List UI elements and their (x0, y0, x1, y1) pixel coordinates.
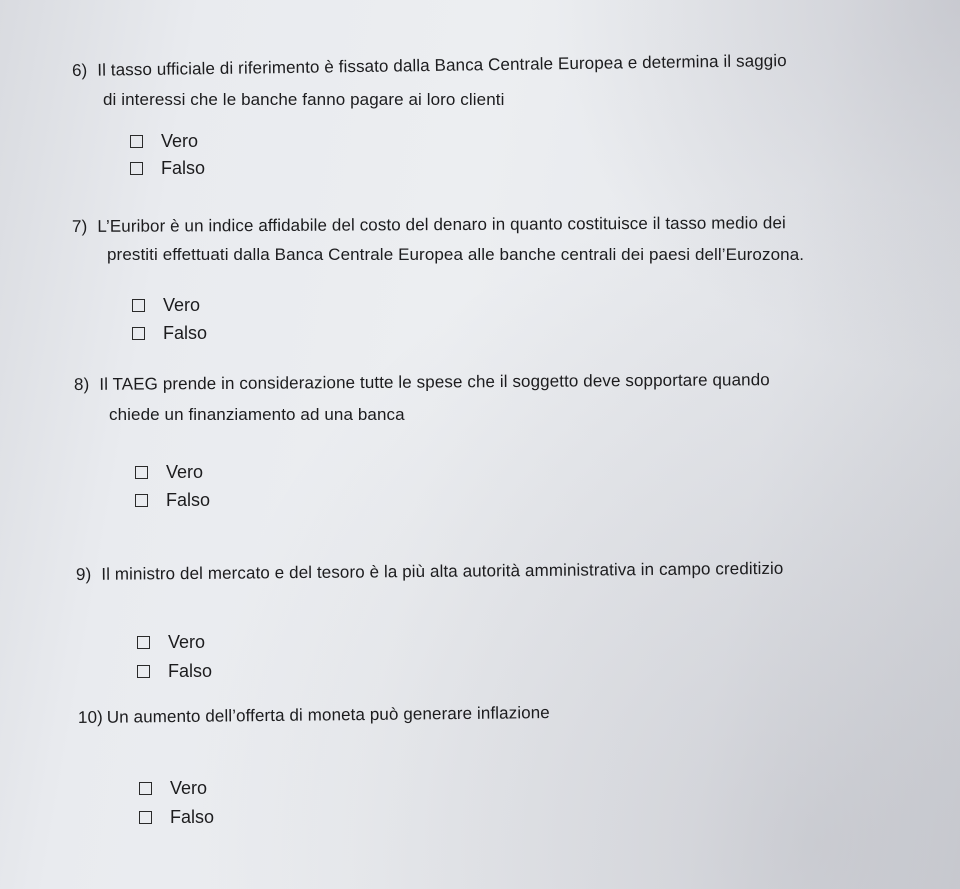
option-vero-8[interactable] (135, 461, 203, 483)
question-6 (71, 51, 787, 112)
question-7 (72, 214, 804, 267)
question-6-line-2 (72, 87, 787, 112)
question-8-line-1 (74, 367, 770, 397)
option-label: Falso (170, 806, 215, 827)
checkbox[interactable] (137, 665, 150, 678)
option-vero-10[interactable] (139, 777, 207, 799)
checkbox[interactable] (130, 162, 143, 175)
question-number: 6) (71, 60, 88, 80)
option-vero-7[interactable] (132, 294, 200, 316)
question-text: Un aumento dell’offerta di moneta può generare inflazione (106, 703, 550, 727)
checkbox[interactable] (132, 327, 145, 340)
question-7-line-2 (72, 242, 804, 267)
checkbox[interactable] (139, 782, 152, 795)
option-falso-10[interactable] (139, 806, 214, 828)
question-text: Il tasso ufficiale di riferimento è fissato dalla Banca Centrale Europea e determina il saggio (97, 51, 787, 80)
question-6-line-1 (72, 48, 787, 83)
checkbox[interactable] (135, 494, 148, 507)
option-falso-6[interactable] (130, 157, 205, 179)
option-label: Falso (161, 157, 206, 178)
option-falso-9[interactable] (137, 660, 212, 682)
option-label: Vero (170, 777, 208, 798)
option-falso-8[interactable] (135, 489, 210, 511)
question-text: prestiti effettuati dalla Banca Centrale Europea alle banche centrali dei paesi dell’Eurozona. (107, 245, 805, 264)
question-text: L’Euribor è un indice affidabile del costo del denaro in quanto costituisce il tasso medio dei (97, 213, 786, 236)
checkbox[interactable] (132, 299, 145, 312)
question-number: 7) (71, 216, 88, 236)
question-9-line-1 (76, 556, 784, 587)
question-8-line-2 (74, 402, 770, 427)
question-text: Il TAEG prende in considerazione tutte le spese che il soggetto deve sopportare quando (99, 370, 770, 394)
checkbox[interactable] (139, 811, 152, 824)
option-falso-7[interactable] (132, 322, 207, 344)
option-label: Vero (163, 294, 201, 315)
question-number: 8) (73, 374, 90, 394)
question-7-line-1 (72, 210, 804, 239)
option-label: Vero (168, 631, 206, 652)
question-10 (78, 705, 550, 730)
checkbox[interactable] (137, 636, 150, 649)
question-number: 10) (77, 707, 103, 727)
option-label: Falso (163, 322, 208, 343)
option-vero-9[interactable] (137, 631, 205, 653)
checkbox[interactable] (135, 466, 148, 479)
checkbox[interactable] (130, 135, 143, 148)
question-9 (75, 558, 784, 587)
question-number: 9) (75, 564, 92, 584)
question-8 (74, 372, 770, 427)
option-vero-6[interactable] (130, 130, 198, 152)
question-10-line-1 (78, 700, 550, 730)
question-text: chiede un finanziamento ad una banca (109, 405, 405, 424)
option-label: Falso (166, 489, 211, 510)
question-text: di interessi che le banche fanno pagare ai loro clienti (103, 90, 505, 109)
option-label: Vero (161, 130, 199, 151)
option-label: Vero (166, 461, 204, 482)
question-text: Il ministro del mercato e del tesoro è la più alta autorità amministrativa in campo creditizio (101, 558, 784, 584)
option-label: Falso (168, 660, 213, 681)
